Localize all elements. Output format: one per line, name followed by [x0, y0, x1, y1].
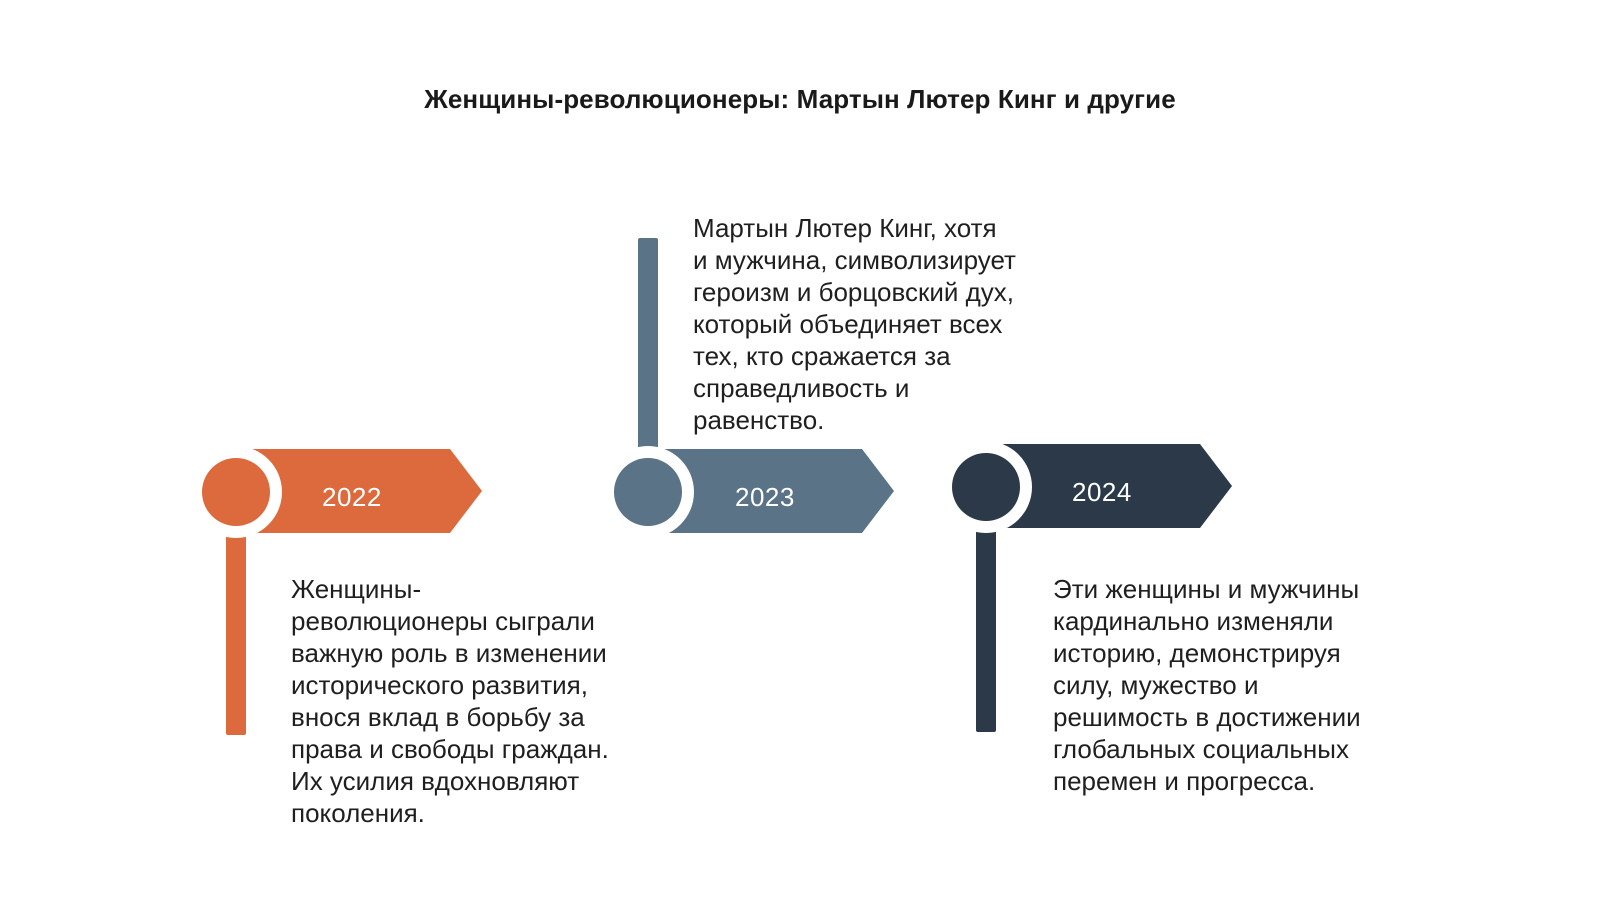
year-label-2022: 2022: [322, 482, 382, 512]
stem-2023: [638, 238, 658, 453]
milestone-text-2022: Женщины- революционеры сыграли важную роль в изменении исторического развития, внося вклад в борьбу за права и свободы граждан. Их усилия вдохновляют поколения.: [291, 574, 609, 828]
milestone-text-2023: Мартын Лютер Кинг, хотя и мужчина, символизирует героизм и борцовский дух, который объединяет всех тех, кто сражается за справедливость и равенство.: [693, 213, 1016, 435]
node-2023: [614, 458, 682, 526]
node-2022: [202, 458, 270, 526]
stem-2022: [226, 520, 246, 735]
year-label-2024: 2024: [1072, 477, 1132, 507]
stem-2024: [976, 520, 996, 732]
year-label-2023: 2023: [735, 482, 795, 512]
milestone-text-2024: Эти женщины и мужчины кардинально изменяли историю, демонстрируя силу, мужество и решимость в достижении глобальных социальных перемен и прогресса.: [1053, 574, 1361, 796]
slide-title: Женщины-революционеры: Мартын Лютер Кинг и другие: [424, 84, 1176, 114]
node-2024: [952, 453, 1020, 521]
